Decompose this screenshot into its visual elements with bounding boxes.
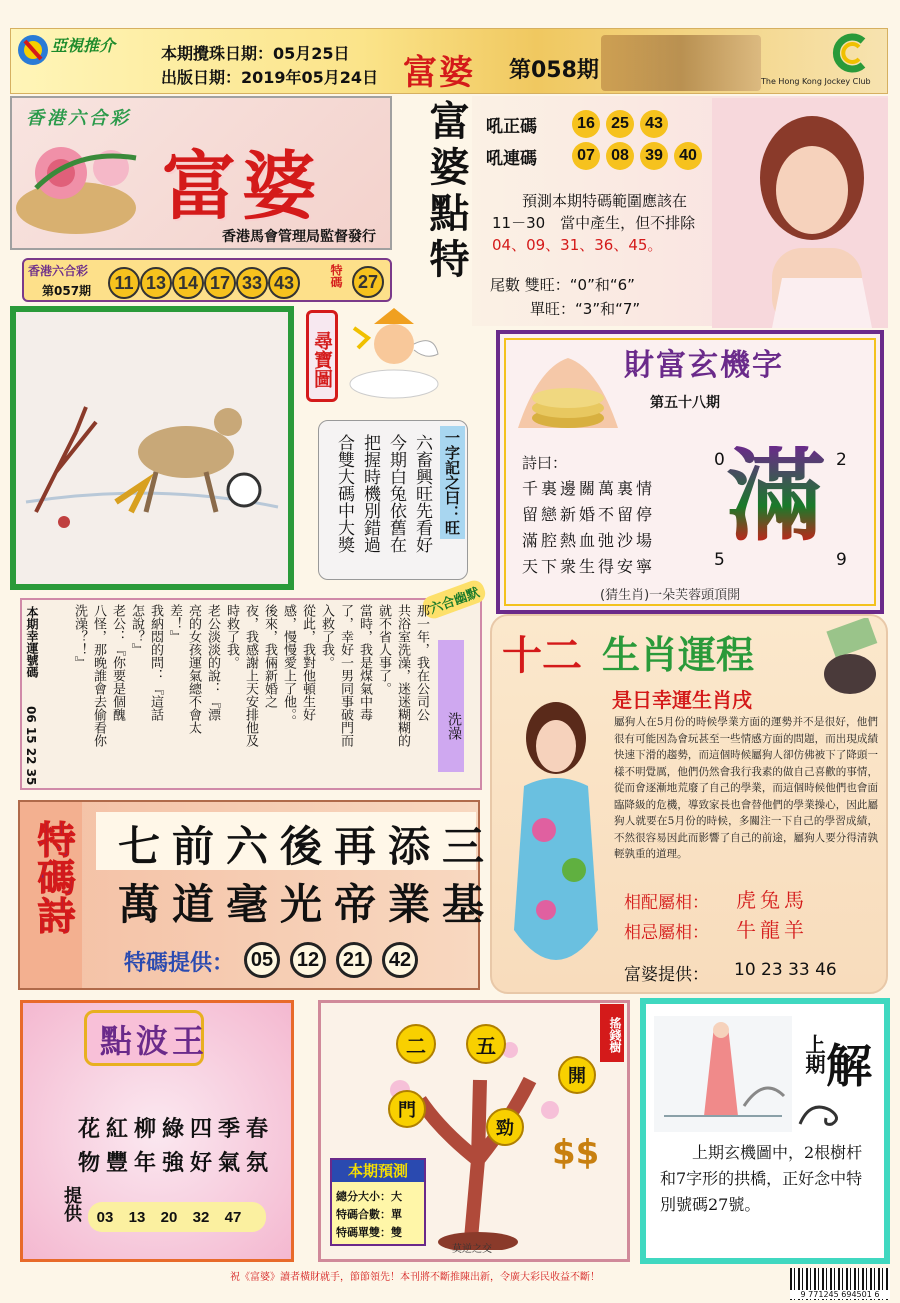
result-ball-6: 43 xyxy=(268,267,300,299)
joke-column-2: 共浴室洗澡，迷迷糊糊的 xyxy=(395,604,410,747)
tree-char-2: 五 xyxy=(466,1024,506,1064)
mystery-issue: 第五十八期 xyxy=(650,395,720,411)
treasure-map xyxy=(10,306,294,590)
joke-column-14: 差！』 xyxy=(167,604,182,643)
lian-ball-4: 40 xyxy=(674,142,702,170)
brand-logo-icon xyxy=(15,31,51,69)
dollar-icon: $$ xyxy=(552,1133,600,1173)
poem-side-title: 特碼詩 xyxy=(31,820,76,934)
corner-bl: 5 xyxy=(714,550,725,570)
tree-char-5: 勁 xyxy=(486,1108,524,1146)
range-line-3: 04、09、31、36、45。 xyxy=(492,236,663,254)
lian-label: 吼連碼 xyxy=(486,149,537,169)
result-ball-3: 14 xyxy=(172,267,204,299)
solution-label-b: 解 xyxy=(826,1039,872,1093)
scroll-title: 一字記之曰：旺 xyxy=(440,426,465,539)
tail-single: 單旺：“3”和“7” xyxy=(530,300,641,318)
joke-column-12: 老公淡淡的說：『漂 xyxy=(205,604,220,721)
poem-line-2-text: 萬道毫光帝業基 xyxy=(118,880,497,929)
joke-column-10: 夜，我感謝上天安排他及 xyxy=(243,604,258,747)
zheng-ball-2: 25 xyxy=(606,110,634,138)
corner-br: 9 xyxy=(836,550,847,570)
draw-date: 本期攪珠日期：05月25日 xyxy=(161,44,350,63)
brand-label: 亞視推介 xyxy=(51,36,116,55)
avoid-value: 牛龍羊 xyxy=(736,918,808,942)
wave-title: 點波王 xyxy=(100,1022,209,1060)
publish-date: 出版日期：2019年05月24日 xyxy=(161,68,379,87)
wave-balls xyxy=(88,1202,266,1232)
lian-ball-2: 08 xyxy=(606,142,634,170)
joke-column-3: 就不省人事了。 xyxy=(376,604,391,695)
corner-tr: 2 xyxy=(836,450,847,470)
predict-title: 本期預測 xyxy=(332,1160,424,1182)
results-label-top: 香港六合彩 xyxy=(28,264,89,278)
joke-column-16: 怎說？』 xyxy=(129,604,144,656)
wave-ball-2: 13 xyxy=(124,1204,150,1230)
zodiac-subtitle: 是日幸運生肖戌 xyxy=(612,688,752,712)
zheng-ball-3: 43 xyxy=(640,110,668,138)
special-label: 特碼 xyxy=(329,264,343,288)
mystery-box xyxy=(496,330,884,614)
joke-column-4: 當時，我是煤氣中毒 xyxy=(357,604,372,721)
coins-illustration xyxy=(508,348,628,444)
tree-char-4: 開 xyxy=(558,1056,596,1094)
joke-column-17: 老公：『你要是個醜 xyxy=(110,604,125,721)
horse-racing-image xyxy=(601,35,761,91)
mystery-hint: (猜生肖)一朵芙蓉頭頂開 xyxy=(600,588,741,603)
jockey-club-icon xyxy=(829,33,873,73)
zodiac-provide-label: 富婆提供： xyxy=(624,965,709,985)
zodiac-body: 屬狗人在5月份的時候學業方面的運勢并不是很好，他們很有可能因為會玩甚至一些情感方面的問題，而出現成績快速下滑的趨勢，而這個時候屬狗人卻仿佛被下了降頭一樣不明覺厲，他們仍然會我行我素的做自己喜歡的事情，從而會逐漸地荒廢了自己的學業，而這個時候他們也會面臨降級的危機，導致家長也會替他們的學業操心，因此屬狗人就要在5月份的時候，多關注一下自己的學習成績，不然很容易因此而影響了自己的前途，屬狗人要分得清孰輕孰重的道理。 xyxy=(614,716,878,860)
poem-line-3: 滿腔熱血弛沙場 xyxy=(522,531,656,550)
wave-row-1: 花紅柳綠四季春 xyxy=(78,1116,275,1142)
joke-column-15: 我納悶的問：『這話 xyxy=(148,604,163,721)
tips-vertical-title: 富婆點特 xyxy=(423,100,470,284)
scroll-line-1: 六畜興旺先看好 xyxy=(412,434,432,553)
flower-decoration xyxy=(16,128,156,238)
issue-number: 第058期 xyxy=(509,58,599,83)
poem-line-1-text: 七前六後再添三 xyxy=(118,822,497,871)
result-ball-4: 17 xyxy=(204,267,236,299)
scroll-line-2: 今期白兔依舊在 xyxy=(386,434,406,553)
zheng-ball-1: 16 xyxy=(572,110,600,138)
poem-ball-3: 21 xyxy=(336,942,372,978)
joke-columns xyxy=(60,604,430,786)
poem-line-1: 千裏邊關萬裏情 xyxy=(522,479,656,498)
lucky-numbers: 06 15 22 35 xyxy=(24,706,38,786)
wave-ball-1: 03 xyxy=(92,1204,118,1230)
match-label: 相配屬相： xyxy=(624,893,709,913)
wave-ball-3: 20 xyxy=(156,1204,182,1230)
joke-column-9: 後來，我倆新婚之 xyxy=(262,604,277,708)
model-photo-top xyxy=(712,98,888,328)
results-balls xyxy=(108,267,300,299)
match-value: 虎兔馬 xyxy=(736,888,808,912)
lian-ball-3: 39 xyxy=(640,142,668,170)
cupid-illustration xyxy=(334,304,444,400)
tree-caption: 莫逆之交 xyxy=(452,1244,492,1255)
poem-label: 詩曰： xyxy=(522,454,568,472)
solution-text: 上期玄機圖中，2根樹杆和7字形的拱橋，正好念中特別號碼27號。 xyxy=(660,1143,863,1214)
joke-column-8: 感，慢慢愛上了他。。 xyxy=(281,604,296,728)
joke-column-7: 從此，我對他頓生好 xyxy=(300,604,315,721)
header-bar xyxy=(10,28,888,94)
swirl-icon xyxy=(796,1096,856,1130)
treasure-label: 尋寶圖 xyxy=(306,310,338,402)
predict-row-2: 特碼合數：單 xyxy=(336,1208,402,1221)
result-ball-5: 33 xyxy=(236,267,268,299)
lucky-label: 本期幸運號碼 xyxy=(25,606,39,678)
mystery-big-char: 滿 xyxy=(726,437,826,555)
poem-ball-4: 42 xyxy=(382,942,418,978)
joke-column-11: 時救了我。 xyxy=(224,604,239,669)
header-title: 富婆 xyxy=(403,53,475,93)
wave-row-2: 物豐年強好氣氛 xyxy=(78,1150,275,1176)
range-line-2: 11－30 當中產生，但不排除 xyxy=(492,214,696,232)
scroll-line-3: 把握時機別錯過 xyxy=(360,434,380,553)
fist-money-illustration xyxy=(810,618,886,698)
poem-line-2: 留戀新婚不留停 xyxy=(522,505,656,524)
solution-label-a: 上期 xyxy=(802,1034,826,1074)
tail-double: 尾數 雙旺：“0”和“6” xyxy=(490,276,635,294)
joke-column-1: 那一年，我在公司公 xyxy=(414,604,429,721)
corner-tl: 0 xyxy=(714,450,725,470)
logo-box xyxy=(10,96,392,250)
jockey-club-label: The Hong Kong Jockey Club xyxy=(761,77,871,86)
range-line-1: 預測本期特碼範圍應該在 xyxy=(522,192,688,210)
tree-label: 搖錢樹 xyxy=(600,1004,624,1062)
tree-char-3: 門 xyxy=(388,1090,426,1128)
avoid-label: 相忌屬相： xyxy=(624,923,709,943)
predict-row-3: 特碼單雙：雙 xyxy=(336,1226,402,1239)
result-ball-2: 13 xyxy=(140,267,172,299)
scroll-line-4: 合雙大碼中大獎 xyxy=(334,434,354,553)
poem-ball-1: 05 xyxy=(244,942,280,978)
wave-ball-5: 47 xyxy=(220,1204,246,1230)
zodiac-title-a: 十二 xyxy=(502,633,582,679)
logo-small-title: 香港六合彩 xyxy=(26,108,131,129)
joke-title: 洗澡 xyxy=(438,640,464,772)
barcode-number: 9 771245 694501 6 xyxy=(790,1290,890,1299)
predict-row-1: 總分大小：大 xyxy=(336,1190,402,1203)
model-photo-zodiac xyxy=(494,690,618,992)
joke-tag: 六合幽默 xyxy=(420,578,488,622)
joke-column-6: 入救了我。 xyxy=(319,604,334,669)
special-ball: 27 xyxy=(352,266,384,298)
result-ball-1: 11 xyxy=(108,267,140,299)
wave-provide-label: 提供 xyxy=(61,1186,82,1222)
results-row xyxy=(22,258,392,302)
joke-column-5: 了，幸好一男同事破門而 xyxy=(338,604,353,747)
logo-main-title: 富婆 xyxy=(162,144,322,230)
poem-provide-label: 特碼提供： xyxy=(124,951,235,976)
joke-column-18: 八怪，那晚誰會去偷看你 xyxy=(91,604,106,747)
footer-text: 祝《富婆》讀者橫財就手，節節領先！本刊將不斷推陳出新，令廣大彩民收益不斷！ xyxy=(230,1272,600,1283)
joke-column-13: 亮的女孩運氣總不會太 xyxy=(186,604,201,734)
zodiac-title-b: 生肖運程 xyxy=(602,633,755,677)
poem-ball-2: 12 xyxy=(290,942,326,978)
solution-illustration xyxy=(654,1016,792,1132)
lian-ball-1: 07 xyxy=(572,142,600,170)
wave-ball-4: 32 xyxy=(188,1204,214,1230)
zheng-balls xyxy=(572,110,668,138)
logo-subtitle: 香港馬會管理局監督發行 xyxy=(222,229,376,245)
poem-line-4: 天下衆生得安寧 xyxy=(522,557,656,576)
results-label-issue: 第057期 xyxy=(42,284,92,298)
poem-balls xyxy=(244,942,418,978)
tree-char-1: 二 xyxy=(396,1024,436,1064)
joke-column-19: 洗澡？！』 xyxy=(72,604,87,669)
zheng-label: 吼正碼 xyxy=(486,117,537,137)
zodiac-provide-numbers: 10 23 33 46 xyxy=(734,960,837,980)
mystery-title: 財富玄機字 xyxy=(624,348,784,383)
lian-balls xyxy=(572,142,702,170)
